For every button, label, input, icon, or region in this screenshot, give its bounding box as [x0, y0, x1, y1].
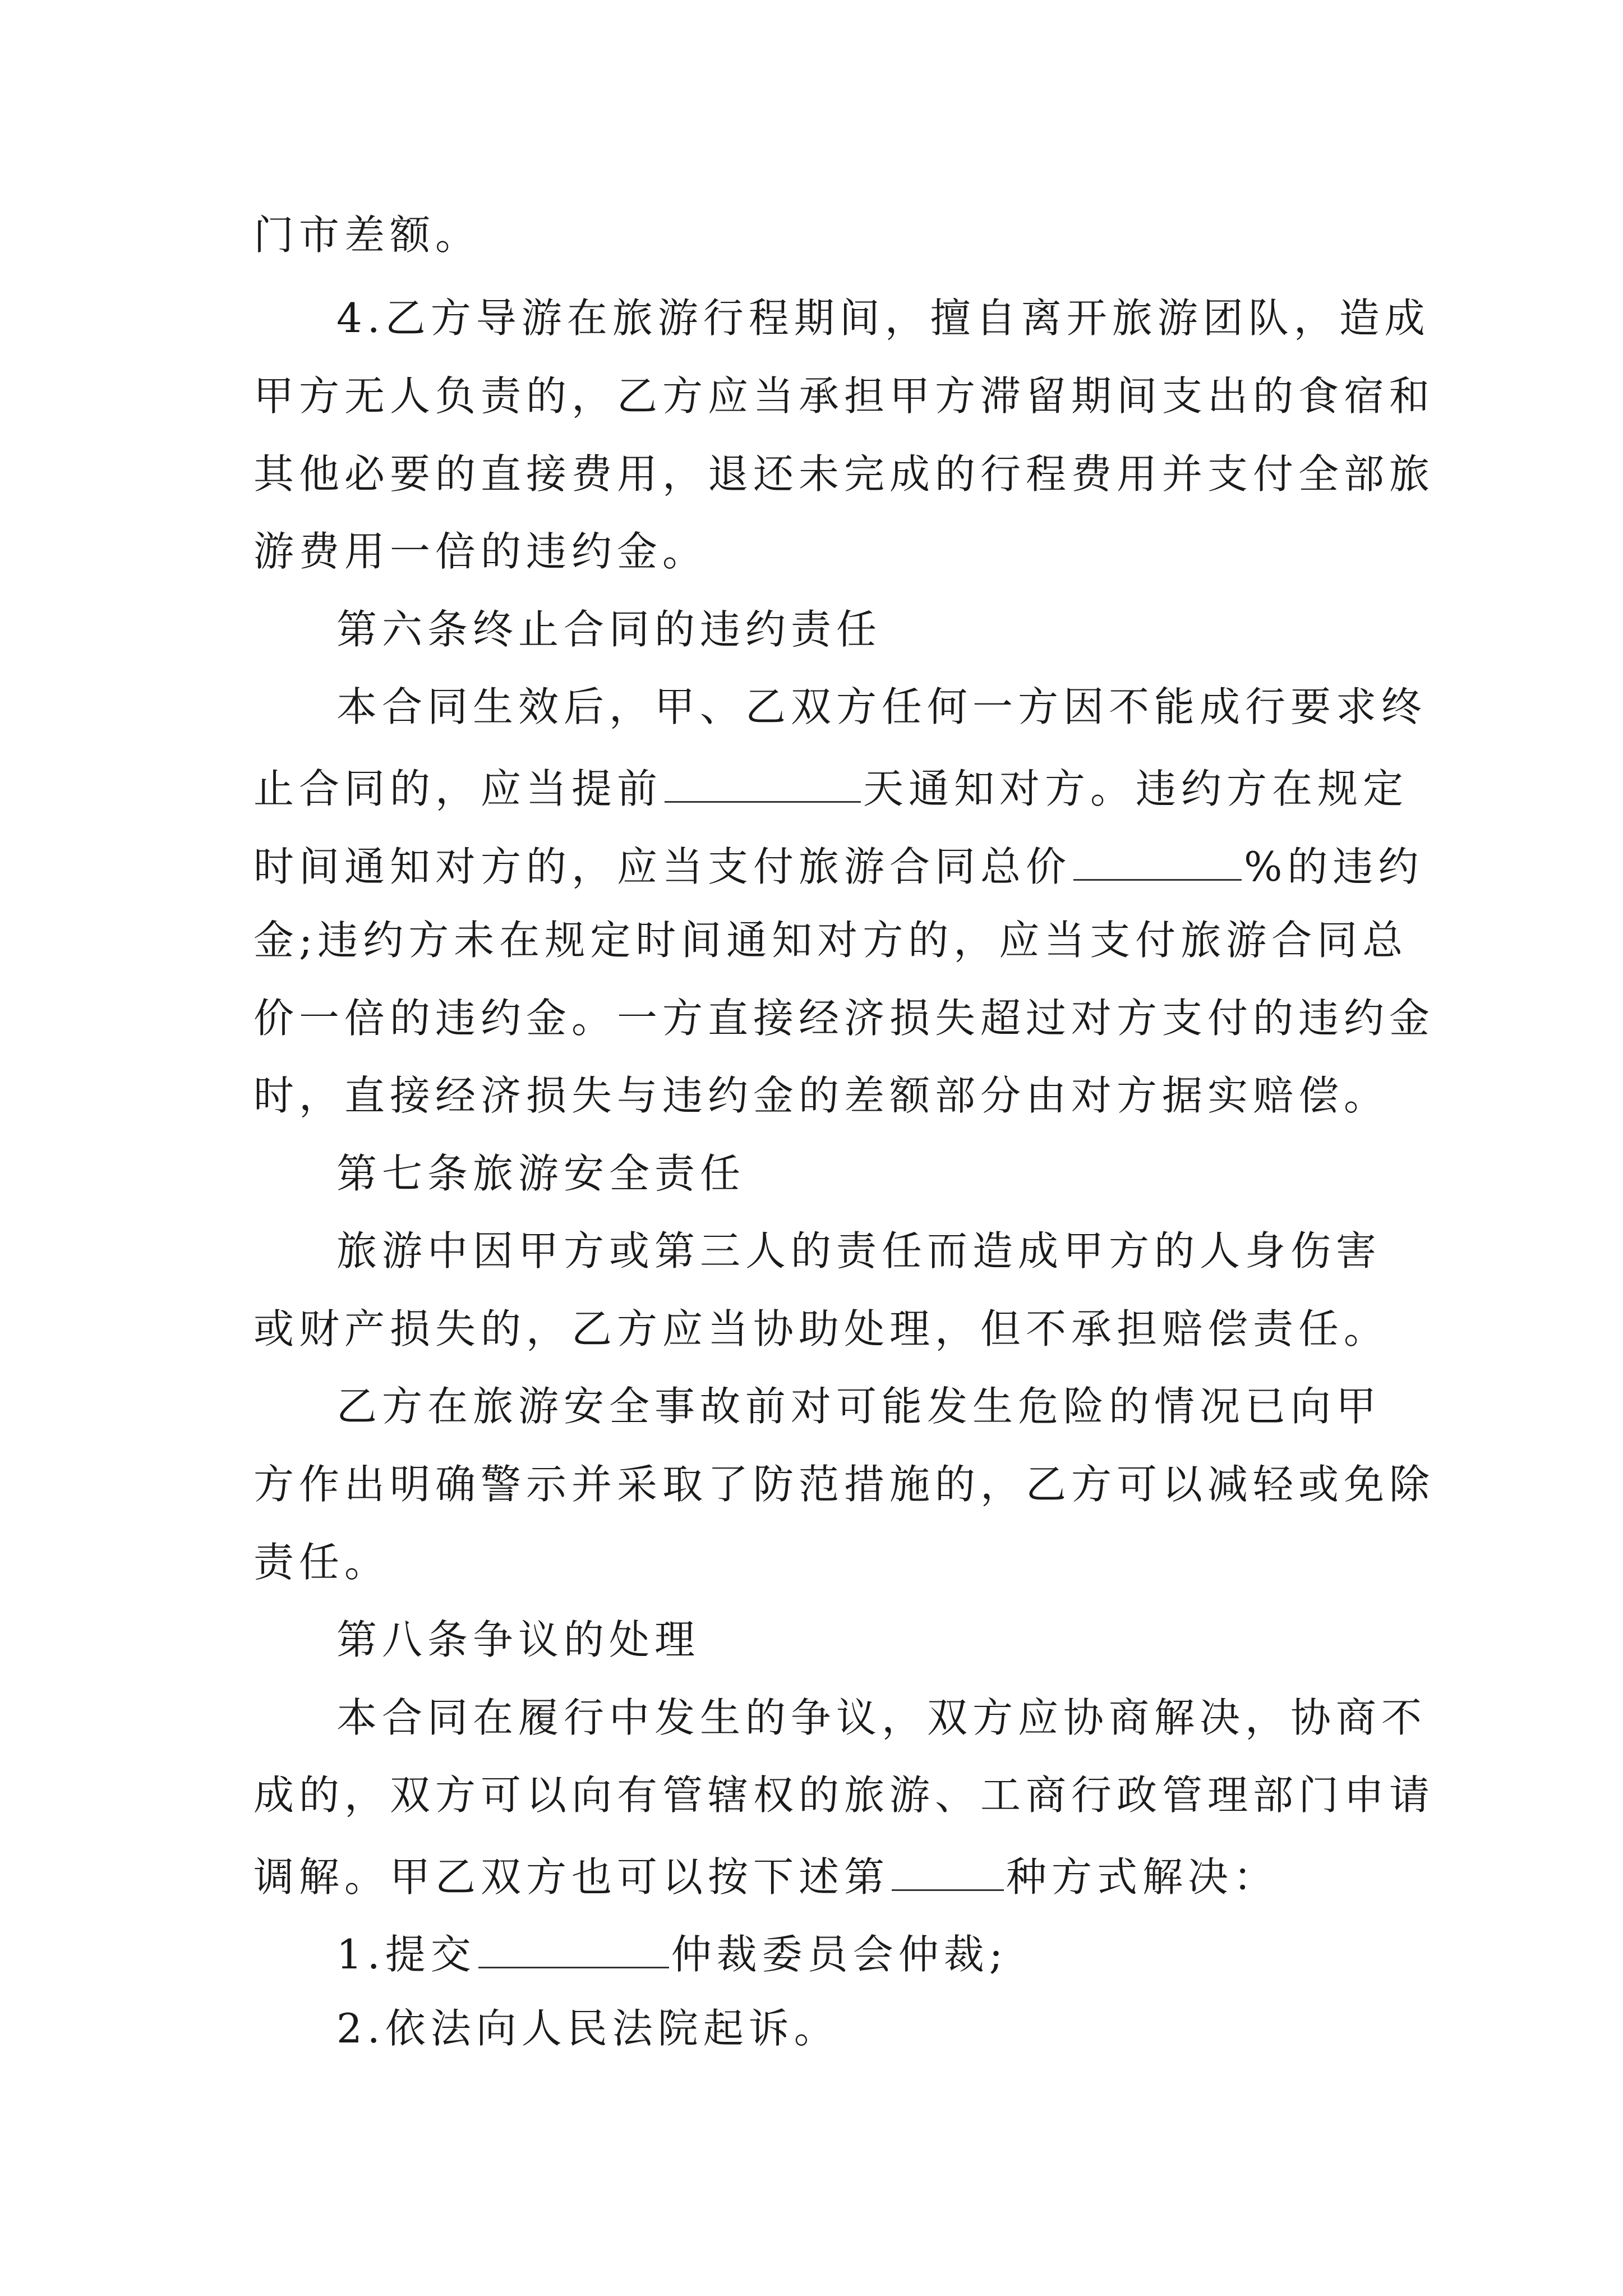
paragraph-line [253, 450, 1435, 498]
section-heading-7 [336, 1150, 746, 1197]
line-text: 成的，双方可以向有管辖权的旅游、工商行政管理部门申请 [253, 1772, 1435, 1819]
line-text: 方作出明确警示并采取了防范措施的，乙方可以减轻或免除 [253, 1461, 1435, 1508]
line-text: 甲方无人负责的，乙方应当承担甲方滞留期间支出的食宿和 [253, 372, 1435, 420]
fill-in-blank-method[interactable] [892, 1853, 1004, 1891]
paragraph-line [253, 1853, 1279, 1901]
section-heading-6 [336, 606, 882, 653]
paragraph-line [336, 1694, 1427, 1741]
paragraph-line [253, 1461, 1435, 1508]
line-text: 游费用一倍的违约金。 [253, 528, 708, 575]
line-text: 金;违约方未在规定时间通知对方的，应当支付旅游合同总 [253, 917, 1408, 964]
line-text: 2.依法向人民法院起诉。 [336, 2005, 840, 2052]
line-text: 调解。甲乙双方也可以按下述第 [253, 1853, 890, 1901]
line-text: 责任。 [253, 1539, 390, 1586]
paragraph-line [253, 995, 1435, 1042]
paragraph-line [253, 372, 1435, 420]
paragraph-line [253, 765, 1409, 812]
fill-in-blank-days[interactable] [665, 765, 861, 803]
line-text: 时间通知对方的，应当支付旅游合同总价 [253, 843, 1072, 890]
line-text: %的违约 [1244, 843, 1424, 890]
line-text: 乙方在旅游安全事故前对可能发生危险的情况已向甲 [336, 1383, 1382, 1430]
heading-text: 第六条终止合同的违约责任 [336, 606, 882, 653]
paragraph-line [253, 917, 1408, 964]
list-item-2 [336, 2005, 840, 2052]
paragraph-line [336, 683, 1427, 730]
section-heading-8 [336, 1616, 700, 1663]
line-text: 旅游中因甲方或第三人的责任而造成甲方的人身伤害 [336, 1227, 1382, 1274]
line-text: 种方式解决： [1006, 1853, 1279, 1901]
paragraph-line [336, 1227, 1382, 1274]
line-text: 本合同在履行中发生的争议，双方应协商解决，协商不 [336, 1694, 1427, 1741]
line-text: 时，直接经济损失与违约金的差额部分由对方据实赔偿。 [253, 1072, 1390, 1119]
line-text: 其他必要的直接费用，退还未完成的行程费用并支付全部旅 [253, 450, 1435, 498]
line-text: 或财产损失的，乙方应当协助处理，但不承担赔偿责任。 [253, 1305, 1390, 1352]
heading-text: 第七条旅游安全责任 [336, 1150, 746, 1197]
list-item-1 [336, 1930, 1008, 1978]
clause-4-line [336, 295, 1430, 342]
line-text: 价一倍的违约金。一方直接经济损失超过对方支付的违约金 [253, 995, 1435, 1042]
line-text: 1.提交 [336, 1930, 476, 1978]
line-text: 止合同的，应当提前 [253, 765, 663, 812]
line-text: 仲裁委员会仲裁; [671, 1930, 1008, 1978]
fill-in-blank-arbitration[interactable] [478, 1930, 669, 1968]
paragraph-line [336, 1383, 1382, 1430]
paragraph-line [253, 1072, 1390, 1119]
paragraph-line [253, 1305, 1390, 1352]
paragraph-line [253, 1772, 1435, 1819]
line-text: 门市差额。 [253, 211, 481, 259]
paragraph-line [253, 843, 1424, 890]
paragraph-line [253, 1539, 390, 1586]
paragraph-line [253, 211, 481, 259]
line-text: 天通知对方。违约方在规定 [863, 765, 1409, 812]
fill-in-blank-percent[interactable] [1073, 843, 1242, 881]
paragraph-line [253, 528, 708, 575]
line-text: 本合同生效后，甲、乙双方任何一方因不能成行要求终 [336, 683, 1427, 730]
heading-text: 第八条争议的处理 [336, 1616, 700, 1663]
line-text: 4.乙方导游在旅游行程期间，擅自离开旅游团队，造成 [336, 295, 1430, 342]
